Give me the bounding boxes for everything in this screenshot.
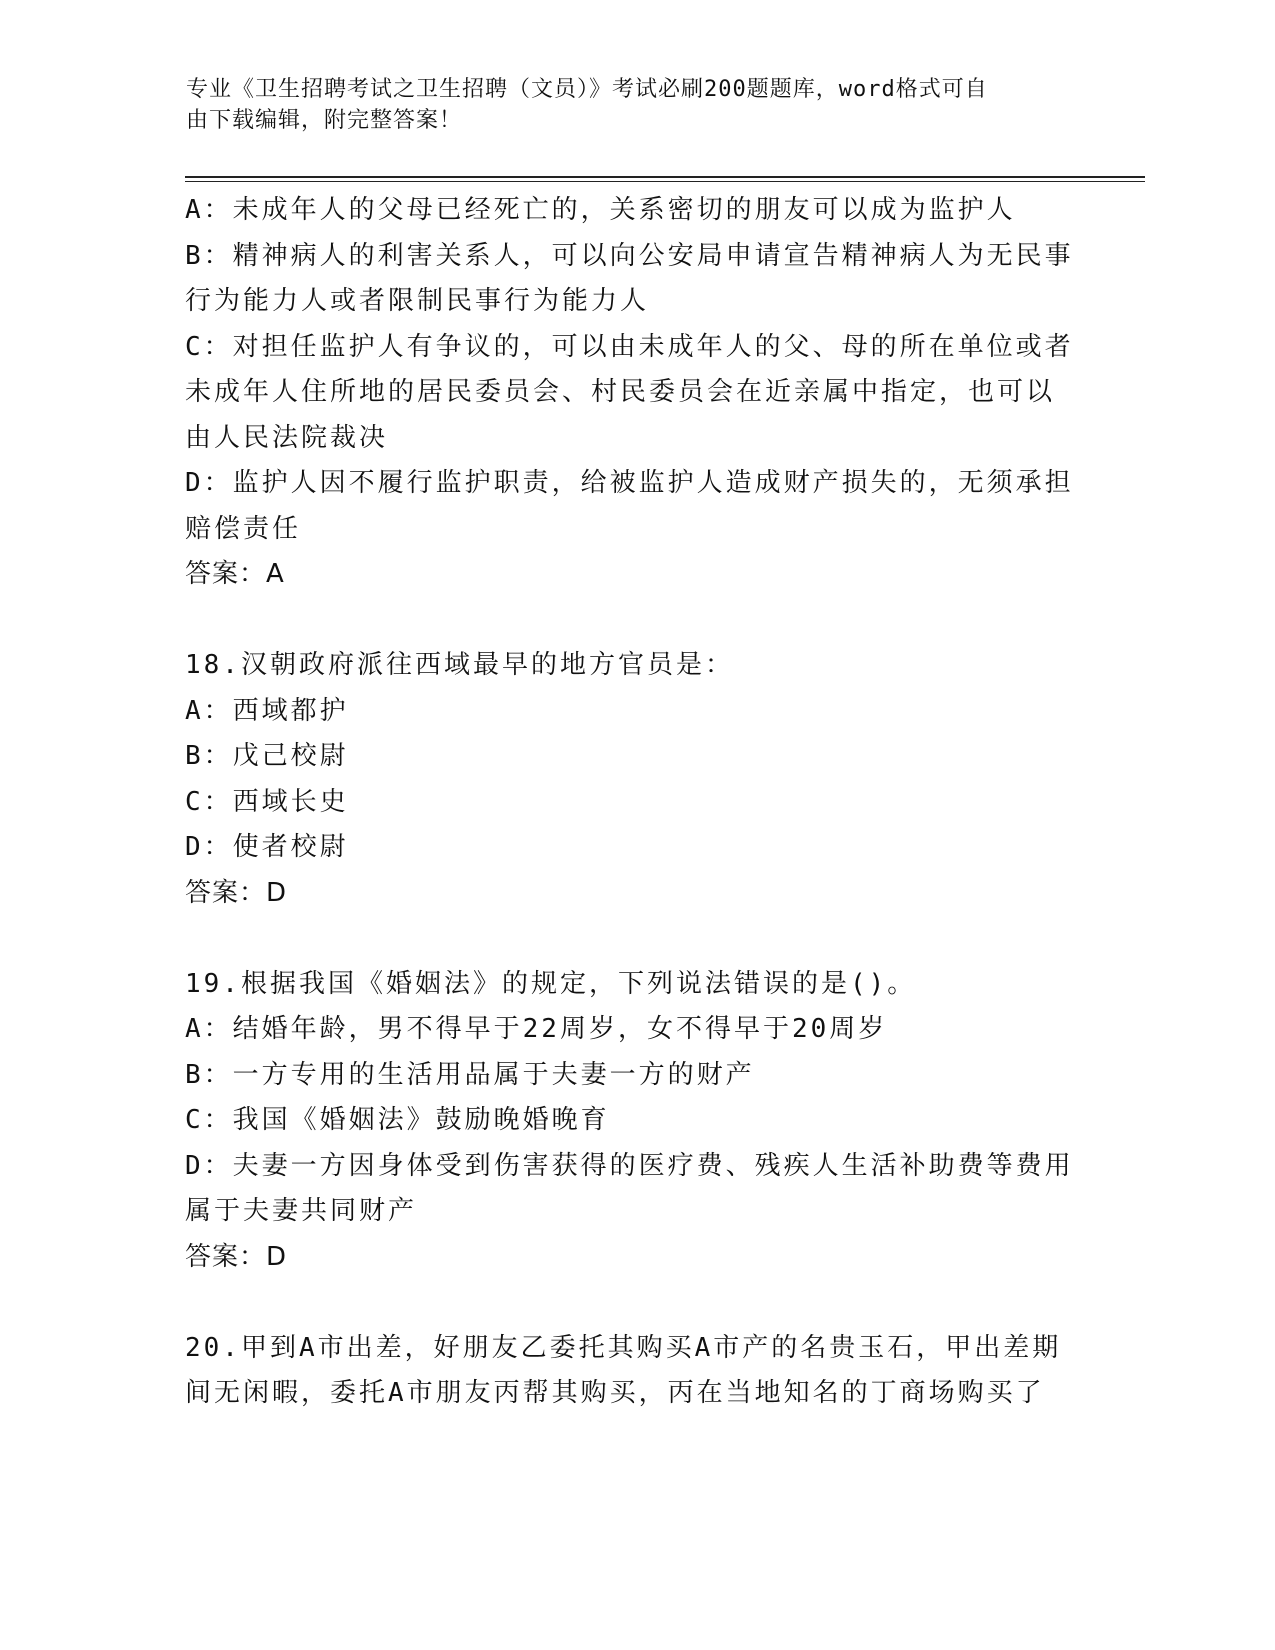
- option-line: B：精神病人的利害关系人，可以向公安局申请宣告精神病人为无民事: [185, 240, 1074, 271]
- question-19-block: [185, 962, 1085, 1281]
- header-divider-thick: [185, 176, 1145, 178]
- spacer: [185, 1280, 1085, 1326]
- option-line: B：一方专用的生活用品属于夫妻一方的财产: [185, 1059, 755, 1090]
- option-line: A：西域都护: [185, 695, 349, 726]
- option-line: A：结婚年龄，男不得早于22周岁，女不得早于20周岁: [185, 1014, 888, 1044]
- header-divider-thin: [185, 181, 1145, 182]
- question-text: 19.根据我国《婚姻法》的规定，下列说法错误的是()。: [185, 968, 917, 999]
- option-line: 行为能力人或者限制民事行为能力人: [185, 286, 650, 316]
- question-18-block: [185, 643, 1085, 916]
- question-text: 间无闲暇，委托A市朋友丙帮其购买，丙在当地知名的丁商场购买了: [185, 1378, 1045, 1408]
- spacer: [185, 916, 1085, 962]
- option-line: A：未成年人的父母已经死亡的，关系密切的朋友可以成为监护人: [185, 195, 1016, 225]
- option-line: 属于夫妻共同财产: [185, 1196, 418, 1226]
- option-line: B：戊己校尉: [185, 741, 349, 771]
- question-text: 20.甲到A市出差，好朋友乙委托其购买A市产的名贵玉石，甲出差期: [185, 1332, 1062, 1363]
- question-text: 18.汉朝政府派往西域最早的地方官员是：: [185, 650, 734, 680]
- spacer: [185, 598, 1085, 644]
- option-line: D：监护人因不履行监护职责，给被监护人造成财产损失的，无须承担: [185, 468, 1074, 498]
- option-line: D：使者校尉: [185, 832, 349, 862]
- option-line: 赔偿责任: [185, 513, 302, 544]
- option-line: C：我国《婚姻法》鼓励晚婚晚育: [185, 1105, 610, 1135]
- header-line-1: 专业《卫生招聘考试之卫生招聘（文员）》考试必刷200题题库，word格式可自: [186, 77, 988, 102]
- option-line: 未成年人住所地的居民委员会、村民委员会在近亲属中指定，也可以: [185, 377, 1056, 407]
- answer-line: 答案：A: [185, 559, 285, 589]
- option-line: D：夫妻一方因身体受到伤害获得的医疗费、残疾人生活补助费等费用: [185, 1150, 1074, 1181]
- option-line: 由人民法院裁决: [185, 422, 389, 453]
- option-line: C：对担任监护人有争议的，可以由未成年人的父、母的所在单位或者: [185, 331, 1074, 362]
- question-17-block: [185, 188, 1085, 598]
- option-line: C：西域长史: [185, 786, 349, 817]
- question-content: [185, 188, 1085, 1417]
- header-line-2: 由下载编辑，附完整答案！: [186, 108, 463, 133]
- question-20-block: [185, 1326, 1085, 1417]
- document-header: [186, 74, 1066, 136]
- answer-line: 答案：D: [185, 877, 288, 908]
- answer-line: 答案：D: [185, 1241, 288, 1272]
